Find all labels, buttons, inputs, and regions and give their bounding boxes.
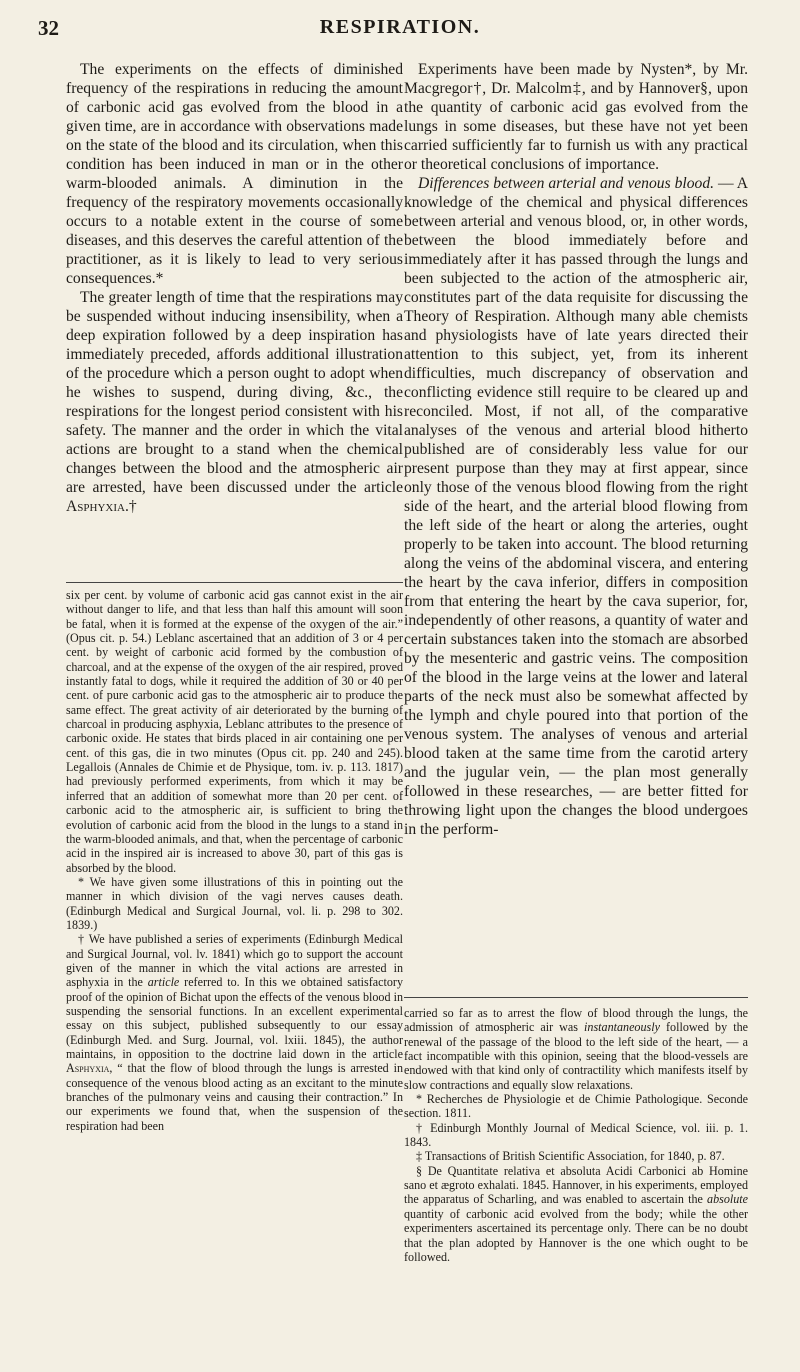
footnote-continued: six per cent. by volume of carbonic acid gas cannot exist in the air without danger to life, and that less than half this amount will soon be fatal, when it is formed at the expense of the oxygen of the air.” (Opus cit. p. 54.) Leblanc ascertained that an addition of 3 or 4 per cent. by weight of carbonic acid formed by the combustion of charcoal, and at the expense of the oxygen of the air respired, proved instantly fatal to dogs, while it required the addition of 30 or 40 per cent. of pure carbonic acid gas to the atmospheric air to produce the same effect. The great activity of air deteriorated by the burning of charcoal in producing asphyxia, Leblanc attributes to the presence of carbonic oxide. He states that birds placed in air containing one per cent. of this gas, die in two minutes (Opus cit. pp. 240 and 245). Legallois (Annales de Chimie et de Physique, tom. iv. p. 113. 1817) had previously performed experiments, from which it may be inferred that an addition of somewhat more than 20 per cent. of carbonic acid to the atmospheric air, is sufficient to bring the evolution of carbonic acid from the blood in the lungs to a stand in the warm-blooded animals, and that, when the percentage of carbonic acid in the inspired air is increased to above 30, part of this gas is absorbed by the blood. — [66, 588, 403, 875]
page-number: 32 — [38, 16, 59, 40]
left-footnotes — [66, 588, 403, 1133]
footnote-section-b: quantity of carbonic acid evolved from the body; while the other experimenters ascertained its percentage only. There can be no doubt that the plan adopted by Hannover is the one which ought to be followed. — [404, 1206, 748, 1264]
footnote-star-right: * Recherches de Physiologie et de Chimie Pathologique. Seconde section. 1811. — [404, 1092, 748, 1121]
left-paragraph-1: The experiments on the effects of diminished frequency of the respirations in reducing the amount of carbonic acid gas evolved from the blood in a given time, are in accordance with observations made on the state of the blood and its circulation, when this condition has been induced in man or in the other warm-blooded animals. A diminution in the frequency of the respiratory movements occasionally occurs to a notable extent in the course of some diseases, and this deserves the careful attention of the practitioner, as it is likely to lead to very serious consequences.* — [66, 61, 403, 287]
asphyxia-term: Asphyxia — [66, 498, 125, 515]
page-header — [38, 16, 762, 46]
footnote-star: * We have given some illustrations of this in pointing out the manner in which division of the vagi nerves causes death. (Edinburgh Medical and Surgical Journal, vol. li. p. 298 to 302. 1839.) — [66, 874, 403, 932]
footnote-section-right — [404, 1164, 748, 1264]
footnote-cont-a: carried so far as to arrest the flow of blood through the lungs, the admission of atmospheric air was — [404, 1006, 748, 1035]
right-footnotes — [404, 1006, 748, 1264]
footnote-dagger-right: † Edinburgh Monthly Journal of Medical Science, vol. iii. p. 1. 1843. — [404, 1120, 748, 1150]
footnote-cont-italic: instantaneously — [584, 1020, 660, 1035]
right-paragraph-1: Experiments have been made by Nysten*, by Mr. Macgregor†, Dr. Malcolm‡, and by Hannover§, upon the quantity of carbonic acid gas evolved from the lungs in some diseases, but these have not yet been carried sufficiently far to furnish us with any practical or theoretical conclusions of importance. — [404, 61, 748, 173]
right-paragraph-2-text: — A knowledge of the chemical and physical differences between arterial and venous blood, or, in other words, between the blood immediately before and immediately after it has passed through the lungs and been subjected to the action of the atmospheric air, constitutes part of the data requisite for discussing the Theory of Respiration. Although many able chemists and physiologists have of late years directed their attention to this subject, yet, from its inherent difficulties, much discrepancy of observation and conflicting evidence still require to be cleared up and reconciled. Most, if not all, of the comparative analyses of the venous and arterial blood hitherto published are of considerably less value for our present purpose than they may at first appear, since only those of the venous blood flowing from the right side of the heart, and the arterial blood flowing from the left side of the heart or along the arteries, ought properly to be taken into account. The blood returning along the veins of the abdominal viscera, and entering the heart by the cava inferior, differs in composition from that entering the heart by the cava superior, for, independently of other reasons, a quantity of water and certain substances taken into the stomach are absorbed by the mesenteric and gastric veins. The composition of the blood in the large veins at the lower and lateral parts of the neck must also be somewhat affected by the lymph and chyle poured into that portion of the venous system. The analyses of venous and arterial blood taken at the same time from the carotid artery and the jugular vein, — the plan most generally followed in these researches, — are better fitted for throwing light upon the changes the blood undergoes in the perform- — [404, 175, 748, 838]
footnote-dagger-b: referred to. In this we obtained satisfactory proof of the opinion of Bichat upon the effects of the venous blood in suspending the sensorial functions. In an excellent experimental essay on this subject, published subsequently to our essay (Edinburgh Med. and Surg. Journal, vol. lxiii. 1845), the author maintains, in opposition to the doctrine laid down in the article — [66, 975, 403, 1061]
right-main-text — [404, 60, 748, 839]
footnote-ddagger-right: ‡ Transactions of British Scientific Association, for 1840, p. 87. — [416, 1149, 725, 1164]
footnote-section-italic: absolute — [707, 1192, 748, 1207]
footnote-divider-right — [404, 997, 748, 998]
right-paragraph-2 — [404, 174, 748, 839]
running-title: RESPIRATION. — [319, 16, 481, 38]
footnote-dagger-c: , “ that the flow of blood through the lungs is arrested in consequence of the venous blood acting as an excitant to the minute branches of the pulmonary veins and causing their contraction.” In our experiments we found that, when the suspension of the respiration had been — [66, 1061, 403, 1133]
footnote-section-a: § De Quantitate relativa et absoluta Acidi Carbonici ab Homine sano et ægroto exhalati. 1845. Hannover, in his experiments, employed the apparatus of Scharling, and was enabled to ascertain the — [404, 1163, 748, 1207]
footnote-dagger — [66, 932, 403, 1133]
footnote-dagger-article: article — [147, 975, 180, 990]
footnote-divider — [66, 582, 403, 583]
section-heading: Differences between arterial and venous blood. — [418, 175, 715, 192]
left-paragraph-2-end: .† — [124, 498, 137, 515]
footnote-cont-b: followed by the renewal of the passage of the blood to the left side of the heart, — a fact incompatible with this opinion, seeing that the blood-vessels are endowed with that kind only of contractility which manifests itself by slow contractions and equally slow relaxations. — [404, 1020, 748, 1092]
footnote-dagger-a: † We have published a series of experiments (Edinburgh Medical and Surgical Journal, vol. lv. 1841) which go to support the account given of the manner in which the vital actions are arrested in asphyxia in the — [66, 932, 403, 990]
left-paragraph-2 — [66, 288, 403, 516]
left-paragraph-2-text: The greater length of time that the respirations may be suspended without inducing insensibility, when a deep expiration followed by a deep inspiration has immediately preceded, affords additional illustration of the procedure which a person ought to adopt when he wishes to suspend, during diving, &c., the respirations for the longest period consistent with his safety. The manner and the order in which the vital actions are brought to a stand when the chemical changes between the blood and the atmospheric air are arrested, have been discussed under the article — [66, 289, 403, 496]
footnote-continued-right — [404, 1006, 748, 1092]
left-main-text — [66, 60, 403, 516]
footnote-dagger-term: Asphyxia — [66, 1061, 110, 1076]
